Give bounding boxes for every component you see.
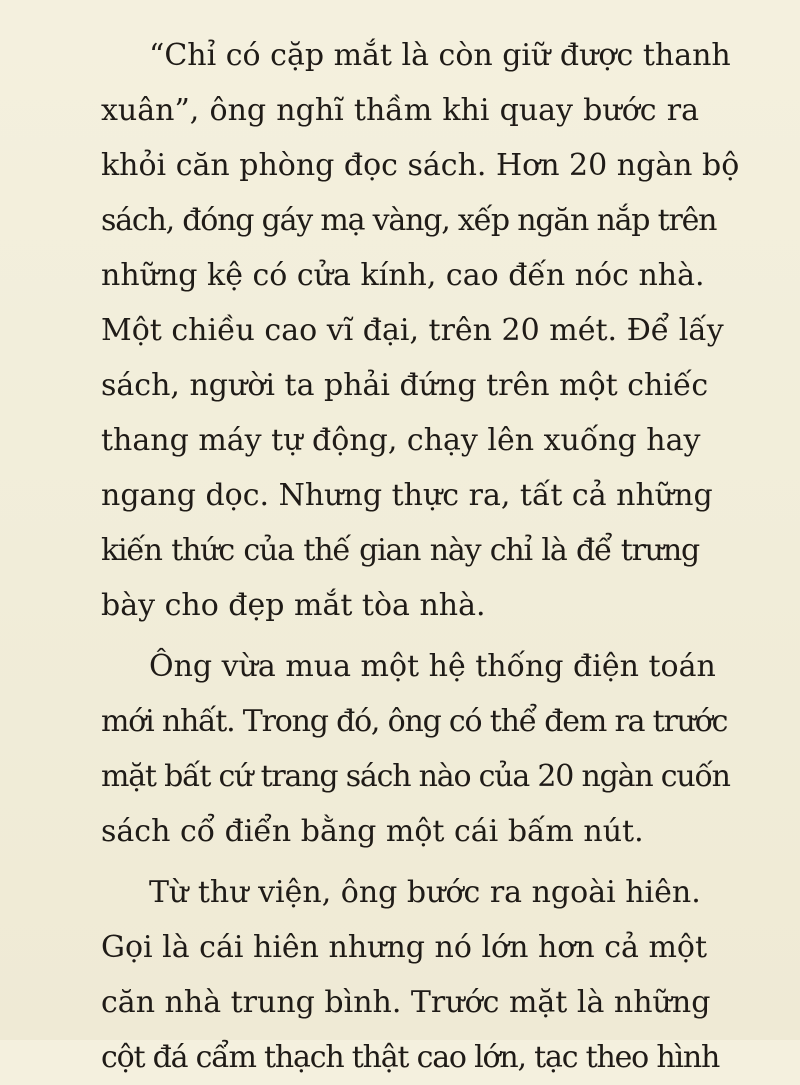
text-line: “Chỉ có cặp mắt là còn giữ được thanh — [149, 38, 731, 73]
text-line: sách cổ điển bằng một cái bấm nút. — [101, 814, 644, 849]
text-line: Một chiều cao vĩ đại, trên 20 mét. Để lấy — [101, 313, 724, 348]
text-line: xuân”, ông nghĩ thầm khi quay bước ra — [101, 93, 699, 128]
text-line: Từ thư viện, ông bước ra ngoài hiên. — [149, 875, 701, 910]
text-line: những kệ có cửa kính, cao đến nóc nhà. — [101, 258, 705, 293]
text-line: sách, người ta phải đứng trên một chiếc — [101, 368, 709, 403]
text-line: Ông vừa mua một hệ thống điện toán — [149, 649, 716, 684]
paragraph-3 — [101, 865, 720, 1085]
text-line: bày cho đẹp mắt tòa nhà. — [101, 588, 486, 623]
paragraph-1 — [101, 28, 740, 633]
text-line: mặt bất cứ trang sách nào của 20 ngàn cuốn — [101, 759, 730, 794]
text-line: cột đá cẩm thạch thật cao lớn, tạc theo hình — [101, 1040, 720, 1075]
paragraph-2 — [101, 639, 730, 859]
text-line: ngang dọc. Nhưng thực ra, tất cả những — [101, 478, 713, 513]
body-text — [101, 28, 740, 1085]
text-line: Gọi là cái hiên nhưng nó lớn hơn cả một — [101, 930, 708, 965]
text-line: sách, đóng gáy mạ vàng, xếp ngăn nắp trên — [101, 203, 717, 238]
text-line: thang máy tự động, chạy lên xuống hay — [101, 423, 701, 458]
text-line: kiến thức của thế gian này chỉ là để trưng — [101, 533, 699, 568]
text-line: mới nhất. Trong đó, ông có thể đem ra trước — [101, 704, 728, 739]
text-line: khỏi căn phòng đọc sách. Hơn 20 ngàn bộ — [101, 148, 740, 183]
text-line: căn nhà trung bình. Trước mặt là những — [101, 985, 711, 1020]
